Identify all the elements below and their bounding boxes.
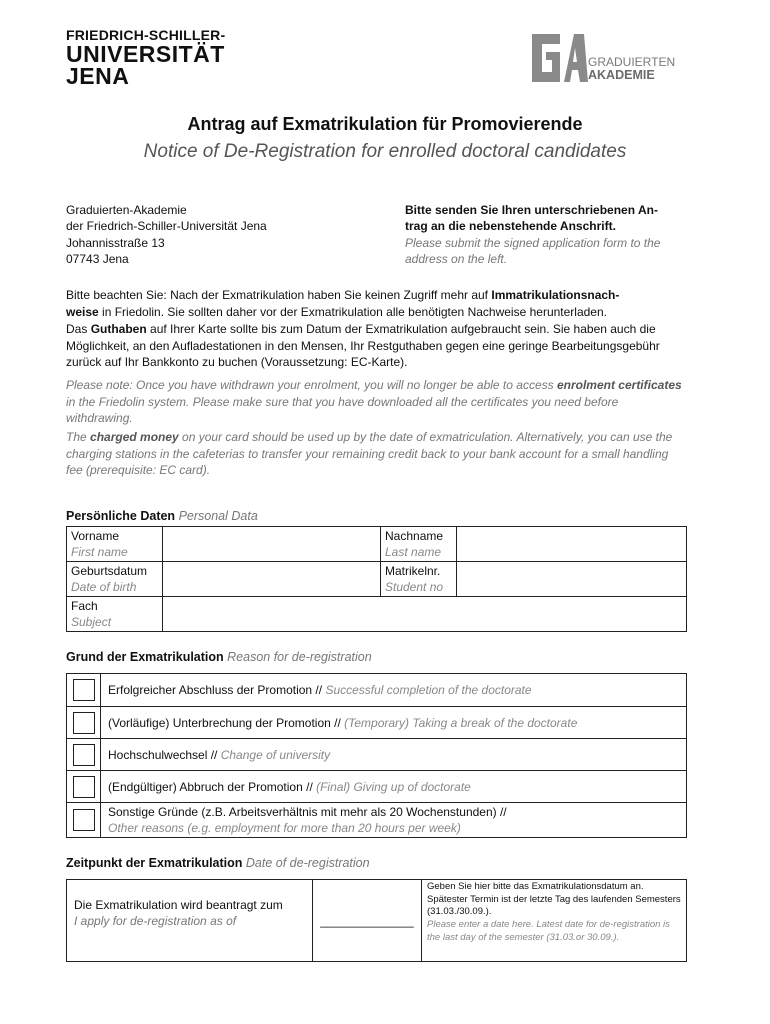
submission-note-de-2: trag an die nebenstehende Anschrift. [405,219,616,234]
student-number-field[interactable] [457,562,687,597]
last-name-label: Nachname Last name [381,527,457,562]
note-de-certificates: Bitte beachten Sie: Nach der Exmatrikulation haben Sie keinen Zugriff mehr auf Immatrikulationsnach- weise in Friedolin. Sie sollten daher vor der Exmatrikulation alle benötigten Nachweise herunterladen. [66,288,620,319]
uni-logo-line1: FRIEDRICH-SCHILLER- [66,27,226,43]
reason-label: (Endgültiger) Abbruch der Promotion // [108,779,317,794]
reason-label-en: Other reasons (e.g. employment for more than 20 hours per week) [108,821,461,835]
birth-date-field[interactable] [163,562,381,597]
deregistration-date-table [66,879,687,962]
ga-logo-mark [530,32,590,84]
address-line: der Friedrich-Schiller-Universität Jena [66,219,267,234]
ga-logo-text [588,56,675,82]
section-heading-date: Zeitpunkt der Exmatrikulation Date of de-registration [66,856,370,870]
university-logo [66,28,225,88]
address-line: Johannisstraße 13 [66,235,165,250]
uni-logo-line3: JENA [66,63,130,89]
submission-note-de-1: Bitte senden Sie Ihren unterschriebenen An- [405,203,658,217]
checkbox-interruption[interactable] [73,712,95,734]
reason-label: Erfolgreicher Abschluss der Promotion // [108,683,326,697]
reason-row [67,706,686,738]
reason-row [67,802,686,837]
student-number-label: Matrikelnr. Student no [381,562,457,597]
reason-label-en: Successful completion of the doctorate [325,683,532,697]
submission-note-en-2: address on the left. [405,251,508,266]
note-en-card-credit: The charged money on your card should be used up by the date of exmatriculation. Alternatively, you can use the charging stations in the cafeterias to transfer your remaining credit back to your bank account for a small handling fee (prerequisite: EC card). [66,430,673,477]
first-name-label: Vorname First name [67,527,163,562]
reason-label-en: Change of university [220,747,331,762]
submission-note-en-1: Please submit the signed application form to the [405,235,661,250]
checkbox-change-university[interactable] [73,744,95,766]
address-line: Graduierten-Akademie [66,203,187,217]
reason-label: (Vorläufige) Unterbrechung der Promotion // [108,715,345,730]
checkbox-other-reasons[interactable] [73,809,95,831]
reason-row [67,674,686,706]
subject-label: Fach Subject [67,597,163,632]
note-en-certificates: Please note: Once you have withdrawn your enrolment, you will no longer be able to access enrolment certificates in the Friedolin system. Please make sure that you have downloaded all the certificates you need before withdrawing. [66,378,682,425]
ga-logo-line2: AKADEMIE [588,67,655,82]
first-name-field[interactable] [163,527,381,562]
reason-label-en: (Temporary) Taking a break of the doctorate [344,715,578,730]
birth-date-label: Geburtsdatum Date of birth [67,562,163,597]
reason-row [67,770,686,802]
personal-data-table [66,526,687,632]
page-subtitle: Notice of De-Registration for enrolled doctoral candidates [143,141,627,162]
postal-address [66,202,267,267]
section-heading-personal: Persönliche Daten Personal Data [66,509,258,523]
date-hint: Geben Sie hier bitte das Exmatrikulationsdatum an. Spätester Termin ist der letzte Tag des laufenden Semesters (31.03./30.09.). Please enter a date here. Latest date for de-registration is the last day of the semester (31.03.or 30.09.). [427,881,681,943]
reason-row [67,738,686,770]
subject-field[interactable] [163,597,687,632]
submission-note [405,202,695,267]
reason-label: Sonstige Gründe (z.B. Arbeitsverhältnis mit mehr als 20 Wochenstunden) // [108,805,507,819]
page-title: Antrag auf Exmatrikulation für Promovierende [187,114,583,134]
uni-logo-line2: UNIVERSITÄT [66,41,225,67]
apply-date-label: Die Exmatrikulation wird beantragt zum I apply for de-registration as of [67,880,313,961]
reason-list [66,673,687,838]
checkbox-give-up[interactable] [73,776,95,798]
note-de-card-credit: Das Guthaben auf Ihrer Karte sollte bis zum Datum der Exmatrikulation aufgebraucht sein. Sie haben auch die Möglichkeit, an den Aufladestationen in den Mensen, Ihr Restguthaben gegen eine geringe Bearbeitungsgebühr zurück auf Ihr Bankkonto zu buchen (Voraussetzung: EC-Karte). [66,322,660,369]
ga-logo-line1: GRADUIERTEN [588,55,676,69]
section-heading-reason: Grund der Exmatrikulation Reason for de-registration [66,650,372,664]
reason-label-en: (Final) Giving up of doctorate [316,779,471,794]
reason-label: Hochschulwechsel // [108,747,221,762]
checkbox-completion[interactable] [73,679,95,701]
address-line: 07743 Jena [66,251,129,266]
last-name-field[interactable] [457,527,687,562]
graduierten-akademie-logo [530,32,690,84]
date-field[interactable]: ______________ [313,880,422,961]
